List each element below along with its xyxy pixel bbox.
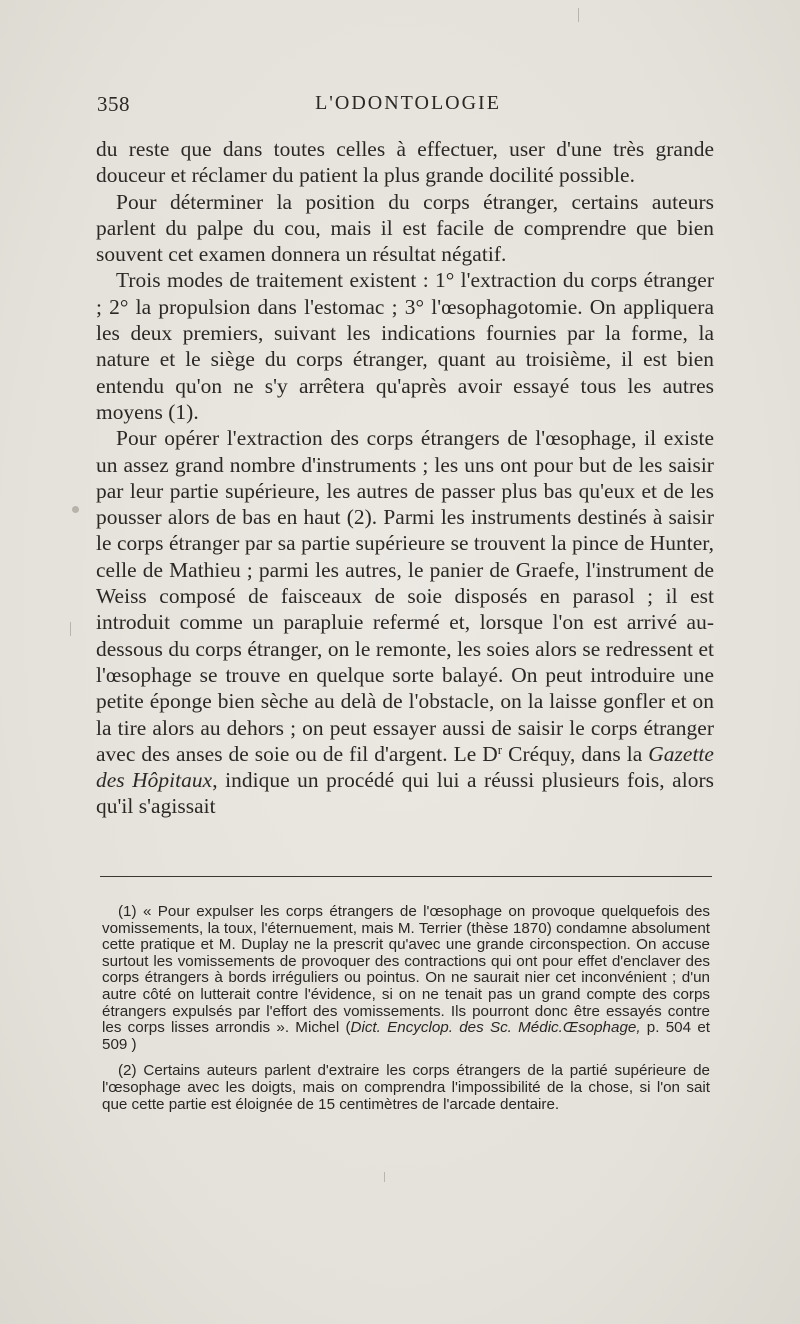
page-header bbox=[97, 92, 719, 122]
paragraph-4-after-dr: Créquy, dans la bbox=[502, 741, 649, 766]
paper-mark bbox=[384, 1172, 385, 1182]
paper-speck bbox=[72, 506, 79, 513]
paper-mark bbox=[70, 622, 71, 636]
footnotes bbox=[102, 904, 710, 1123]
dr-superscript: r bbox=[497, 741, 503, 757]
paragraph-3: Trois modes de traitement existent : 1° l'extraction du corps étranger ; 2° la propulsion dans l'estomac ; 3° l'œsophagotomie. On appliquera les deux premiers, suivant les indications fournies par la forme, la nature et le siège du corps étranger, quant au troisième, il est bien entendu qu'on ne s'y arrêtera qu'après avoir essayé tous les autres moyens (1). bbox=[96, 268, 714, 424]
journal-title: Gazette des Hôpitaux bbox=[96, 741, 714, 793]
footnote-2: (2) Certains auteurs parlent d'extraire les corps étrangers de la partié supérieure de l'œsophage avec les doigts, mais on comprendra l'impossibilité de la chose, si l'on sait que cette partie est éloignée de 15 centimètres de l'arcade dentaire. bbox=[102, 1062, 710, 1113]
footnote-1 bbox=[102, 904, 710, 1053]
paragraph-1: du reste que dans toutes celles à effectuer, user d'une très grande douceur et réclamer du patient la plus grande docilité possible. bbox=[96, 137, 714, 188]
page-number: 358 bbox=[97, 92, 130, 116]
footnote-1-text: (1) « Pour expulser les corps étrangers de l'œsophage on provoque quelquefois des vomissements, la toux, l'éternuement, mais M. Terrier (thèse 1870) condamne absolument cette pratique et M. Duplay ne la prescrit qu'avec une grande circonspection. On accuse surtout les vomissements de provoquer des contractions qui ont pour effet d'enclaver des corps étrangers à bords irréguliers ou pointus. On ne saurait nier cet inconvénient ; d'un autre côté on lutterait contre l'évidence, si on ne tenait pas un grand compte des corps étrangers expulsés par l'effort des vomissements. Ils pourront donc être essayés contre les corps lisses arrondis ». Michel ( bbox=[102, 903, 710, 1037]
running-title: L'ODONTOLOGIE bbox=[315, 92, 501, 114]
paragraph-4-text: Pour opérer l'extraction des corps étrangers de l'œsophage, il existe un assez grand nombre d'instruments ; les uns ont pour but de les saisir par leur partie supérieure, les autres de passer plus bas qu'eux et de les pousser alors de bas en haut (2). Parmi les instruments destinés à saisir le corps étranger par sa partie supérieure se trouvent la pince de Hunter, celle de Mathieu ; parmi les autres, le panier de Graefe, l'instrument de Weiss composé de faisceaux de soie disposés en parasol ; il est introduit comme un parapluie refermé et, lorsque l'on est arrivé au-dessous du corps étranger, on le remonte, les soies alors se redressent et l'œsophage se trouve en quelque sorte balayé. On peut introduire une petite éponge bien sèche au delà de l'obstacle, on la laisse gonfler et on la tire alors au dehors ; on peut essayer aussi de saisir le corps étranger avec des anses de soie ou de fil d'argent. Le D bbox=[96, 426, 714, 766]
footnote-rule bbox=[100, 876, 712, 877]
main-text bbox=[96, 136, 714, 820]
footnote-1-source: Dict. Encyclop. des Sc. Médic.Œsophage, bbox=[350, 1019, 641, 1037]
paper-mark bbox=[578, 8, 579, 22]
footnote-1-end: p. 504 et 509 ) bbox=[102, 1019, 710, 1053]
paragraph-4 bbox=[96, 425, 714, 819]
paragraph-4-tail: , indique un procédé qui lui a réussi plusieurs fois, alors qu'il s'agissait bbox=[96, 768, 714, 819]
paragraph-2: Pour déterminer la position du corps étranger, certains auteurs parlent du palpe du cou, mais il est facile de comprendre que bien souvent cet examen donnera un résultat négatif. bbox=[96, 189, 714, 267]
